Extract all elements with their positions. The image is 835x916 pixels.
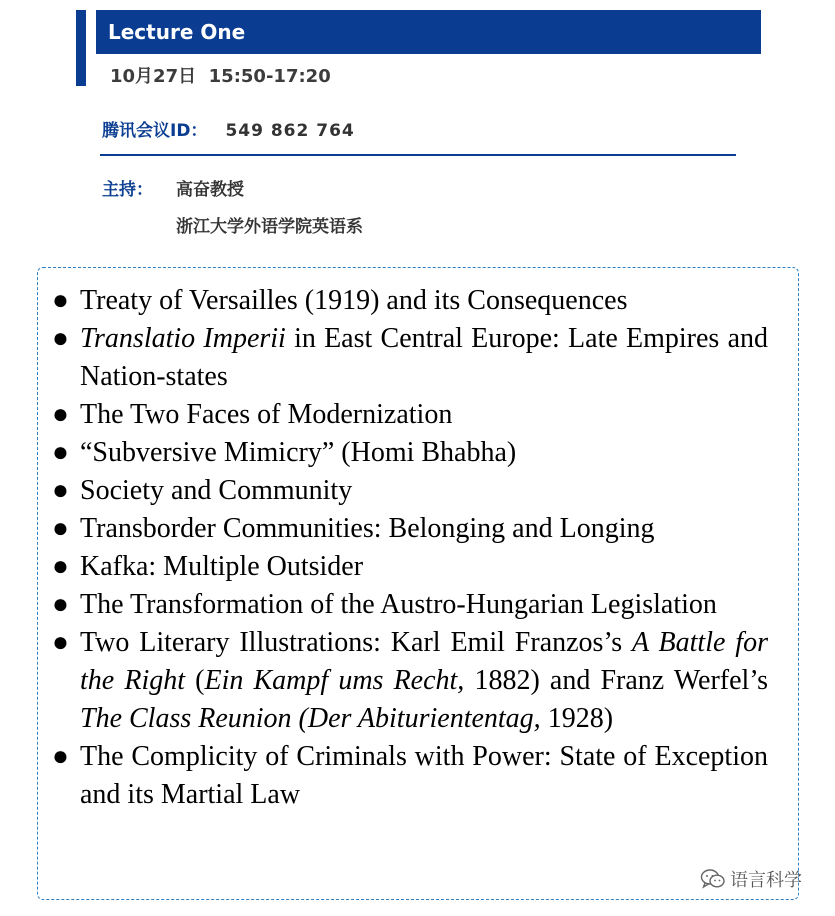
topic-text: The Class Reunion (Der Abituriententag, — [80, 703, 541, 734]
topic-text: Two Literary Illustrations: Karl Emil Franzos’s — [80, 627, 633, 658]
meeting-id-label: 腾讯会议ID： — [102, 121, 208, 141]
topic-item — [52, 624, 768, 738]
lecture-time: 15:50-17:20 — [208, 66, 331, 87]
meeting-id-value[interactable]: 549 862 764 — [225, 121, 355, 141]
bullet-icon: ● — [52, 323, 69, 354]
topic-text: The Transformation of the Austro-Hungarian Legislation — [80, 589, 717, 620]
meeting-info — [102, 116, 355, 141]
topic-item — [52, 510, 768, 548]
lecture-title: Lecture One — [96, 10, 761, 54]
bullet-icon: ● — [52, 741, 69, 772]
topic-text: Kafka: Multiple Outsider — [80, 551, 364, 582]
topic-text: 1928) — [540, 703, 614, 734]
topic-text: Transborder Communities: Belonging and Longing — [80, 513, 655, 544]
topic-text: Society and Community — [80, 475, 353, 506]
host-affiliation: 浙江大学外语学院英语系 — [176, 217, 363, 237]
host-name: 高奋教授 — [176, 180, 244, 200]
bullet-icon: ● — [52, 551, 69, 582]
wechat-icon — [700, 868, 726, 890]
accent-bar — [76, 10, 86, 86]
watermark-text: 语言科学 — [730, 870, 802, 891]
topics-list — [52, 282, 768, 814]
bullet-icon: ● — [52, 627, 69, 658]
topic-text: in East Central Europe: Late Empires and Nation-states — [80, 323, 768, 392]
lecture-date: 10月27日 — [110, 66, 197, 87]
topic-item — [52, 586, 768, 624]
bullet-icon: ● — [52, 285, 69, 316]
bullet-icon: ● — [52, 475, 69, 506]
topics-box — [37, 267, 799, 900]
topic-text: 1882) and Franz Werfel’s — [464, 665, 768, 696]
divider — [100, 154, 736, 156]
topic-text: A Battle for the Right — [80, 627, 768, 696]
watermark — [700, 866, 802, 892]
bullet-icon: ● — [52, 589, 69, 620]
topic-text: Translatio Imperii — [80, 323, 286, 354]
topic-item — [52, 320, 768, 396]
topic-item — [52, 434, 768, 472]
topic-text: “Subversive Mimicry” (Homi Bhabha) — [80, 437, 517, 468]
topic-text: Treaty of Versailles (1919) and its Consequences — [80, 285, 628, 316]
topic-text: The Two Faces of Modernization — [80, 399, 453, 430]
topic-text: Ein Kampf ums Recht, — [204, 665, 465, 696]
bullet-icon: ● — [52, 437, 69, 468]
topic-item — [52, 472, 768, 510]
lecture-datetime — [110, 62, 331, 88]
topic-item — [52, 738, 768, 814]
bullet-icon: ● — [52, 399, 69, 430]
topic-item — [52, 548, 768, 586]
topic-text: The Complicity of Criminals with Power: State of Exception and its Martial Law — [80, 741, 768, 810]
host-label: 主持： — [102, 180, 153, 200]
topic-item — [52, 396, 768, 434]
topic-item — [52, 282, 768, 320]
topic-text: ( — [185, 665, 205, 696]
bullet-icon: ● — [52, 513, 69, 544]
